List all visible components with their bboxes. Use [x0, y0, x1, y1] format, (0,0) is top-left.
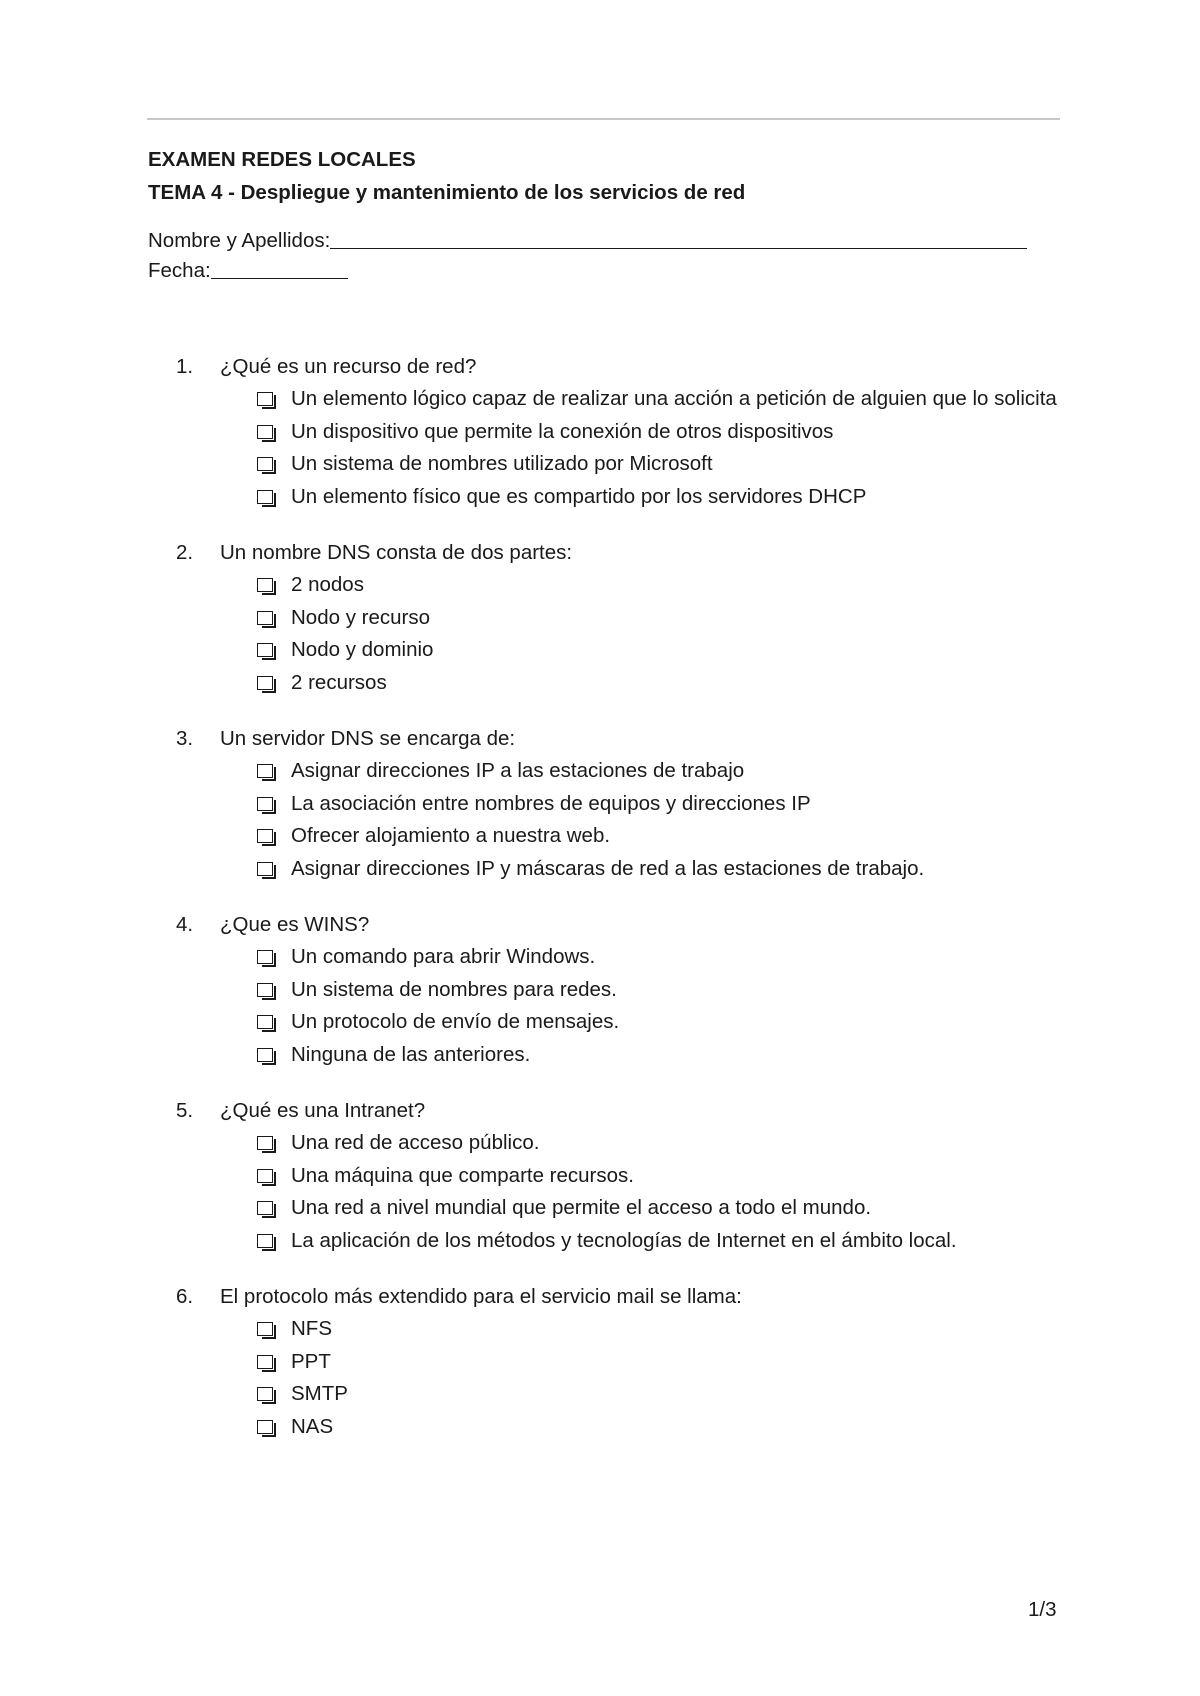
answer-option[interactable]	[257, 1346, 1076, 1379]
checkbox-icon[interactable]	[257, 797, 273, 811]
exam-title: EXAMEN REDES LOCALES	[148, 148, 416, 171]
name-label: Nombre y Apellidos:	[148, 229, 331, 252]
answer-option-label: Ofrecer alojamiento a nuestra web.	[291, 824, 611, 847]
date-field	[148, 256, 1068, 286]
checkbox-icon[interactable]	[257, 1169, 273, 1183]
checkbox-icon[interactable]	[257, 425, 273, 439]
checkbox-icon[interactable]	[257, 983, 273, 997]
question-6	[176, 1281, 1076, 1443]
answer-option[interactable]	[257, 1411, 1076, 1444]
checkbox-icon[interactable]	[257, 676, 273, 690]
checkbox-icon[interactable]	[257, 578, 273, 592]
question-number: 4.	[176, 913, 194, 936]
question-3	[176, 723, 1076, 885]
question-number: 3.	[176, 727, 194, 750]
question-prompt: Un servidor DNS se encarga de:	[220, 727, 516, 750]
checkbox-icon[interactable]	[257, 1234, 273, 1248]
answer-option[interactable]	[257, 1160, 1076, 1193]
checkbox-icon[interactable]	[257, 1355, 273, 1369]
answer-option[interactable]	[257, 1225, 1076, 1258]
question-prompt: ¿Que es WINS?	[220, 913, 370, 936]
answer-option[interactable]	[257, 941, 1076, 974]
option-list	[176, 941, 1076, 1071]
answer-option[interactable]	[257, 569, 1076, 602]
question-text	[176, 723, 1076, 755]
question-text	[176, 909, 1076, 941]
checkbox-icon[interactable]	[257, 764, 273, 778]
option-list	[176, 569, 1076, 699]
answer-option[interactable]	[257, 1378, 1076, 1411]
answer-option-label: Un sistema de nombres utilizado por Microsoft	[291, 452, 713, 475]
answer-option-label: NFS	[291, 1317, 332, 1340]
answer-option[interactable]	[257, 481, 1076, 514]
answer-option-label: Un dispositivo que permite la conexión de otros dispositivos	[291, 419, 834, 443]
answer-option[interactable]	[257, 820, 1076, 853]
answer-option[interactable]	[257, 1039, 1076, 1072]
date-label: Fecha:	[148, 259, 211, 282]
checkbox-icon[interactable]	[257, 1201, 273, 1215]
answer-option-label: Un sistema de nombres para redes.	[291, 977, 617, 1001]
question-number: 2.	[176, 541, 194, 564]
answer-option[interactable]	[257, 974, 1076, 1007]
answer-option[interactable]	[257, 448, 1076, 481]
checkbox-icon[interactable]	[257, 829, 273, 843]
student-fields	[148, 226, 1068, 286]
date-blank-line[interactable]	[211, 258, 348, 279]
question-prompt: Un nombre DNS consta de dos partes:	[220, 541, 573, 564]
answer-option-label: Un elemento lógico capaz de realizar una acción a petición de alguien que lo solicita	[291, 387, 1057, 410]
name-blank-line[interactable]	[330, 228, 1027, 249]
checkbox-icon[interactable]	[257, 862, 273, 876]
checkbox-icon[interactable]	[257, 1387, 273, 1401]
option-list	[176, 1313, 1076, 1443]
question-list	[176, 351, 1076, 1467]
checkbox-icon[interactable]	[257, 1048, 273, 1062]
question-number: 5.	[176, 1099, 194, 1122]
question-prompt: El protocolo más extendido para el servicio mail se llama:	[220, 1285, 742, 1308]
answer-option-label: Un protocolo de envío de mensajes.	[291, 1010, 620, 1033]
answer-option-label: Una máquina que comparte recursos.	[291, 1163, 634, 1187]
answer-option[interactable]	[257, 1313, 1076, 1346]
question-4	[176, 909, 1076, 1071]
answer-option-label: Asignar direcciones IP y máscaras de red a las estaciones de trabajo.	[291, 856, 925, 880]
option-list	[176, 755, 1076, 885]
question-number: 6.	[176, 1285, 194, 1308]
checkbox-icon[interactable]	[257, 1322, 273, 1336]
question-text	[176, 1281, 1076, 1313]
answer-option[interactable]	[257, 853, 1076, 886]
name-field	[148, 226, 1068, 256]
question-1	[176, 351, 1076, 513]
answer-option-label: Asignar direcciones IP a las estaciones de trabajo	[291, 759, 745, 782]
question-5	[176, 1095, 1076, 1257]
exam-header	[148, 143, 1068, 286]
question-2	[176, 537, 1076, 699]
checkbox-icon[interactable]	[257, 392, 273, 406]
answer-option-label: 2 recursos	[291, 670, 387, 694]
answer-option-label: NAS	[291, 1414, 334, 1438]
checkbox-icon[interactable]	[257, 1420, 273, 1434]
answer-option[interactable]	[257, 667, 1076, 700]
checkbox-icon[interactable]	[257, 1136, 273, 1150]
answer-option-label: Una red de acceso público.	[291, 1131, 540, 1154]
question-number: 1.	[176, 355, 194, 378]
answer-option-label: 2 nodos	[291, 573, 364, 596]
option-list	[176, 383, 1076, 513]
answer-option[interactable]	[257, 1127, 1076, 1160]
answer-option-label: PPT	[291, 1349, 331, 1373]
answer-option-label: Ninguna de las anteriores.	[291, 1042, 531, 1066]
question-prompt: ¿Qué es una Intranet?	[220, 1099, 426, 1122]
answer-option-label: Un elemento físico que es compartido por los servidores DHCP	[291, 484, 867, 508]
checkbox-icon[interactable]	[257, 490, 273, 504]
answer-option[interactable]	[257, 602, 1076, 635]
answer-option[interactable]	[257, 416, 1076, 449]
checkbox-icon[interactable]	[257, 1015, 273, 1029]
answer-option[interactable]	[257, 383, 1076, 416]
question-text	[176, 351, 1076, 383]
option-list	[176, 1127, 1076, 1257]
answer-option-label: Una red a nivel mundial que permite el acceso a todo el mundo.	[291, 1196, 872, 1219]
answer-option[interactable]	[257, 755, 1076, 788]
answer-option[interactable]	[257, 634, 1076, 667]
answer-option-label: La aplicación de los métodos y tecnologías de Internet en el ámbito local.	[291, 1228, 957, 1252]
question-prompt: ¿Qué es un recurso de red?	[220, 355, 477, 378]
exam-subtitle: TEMA 4 - Despliegue y mantenimiento de los servicios de red	[148, 181, 746, 204]
checkbox-icon[interactable]	[257, 457, 273, 471]
answer-option-label: Nodo y dominio	[291, 638, 434, 661]
answer-option-label: Nodo y recurso	[291, 605, 431, 629]
checkbox-icon[interactable]	[257, 611, 273, 625]
answer-option[interactable]	[257, 788, 1076, 821]
header-divider	[147, 118, 1060, 120]
answer-option-label: SMTP	[291, 1382, 348, 1405]
answer-option[interactable]	[257, 1006, 1076, 1039]
page-number: 1/3	[1028, 1598, 1057, 1621]
answer-option-label: La asociación entre nombres de equipos y direcciones IP	[291, 791, 811, 815]
checkbox-icon[interactable]	[257, 643, 273, 657]
checkbox-icon[interactable]	[257, 950, 273, 964]
answer-option-label: Un comando para abrir Windows.	[291, 945, 596, 968]
answer-option[interactable]	[257, 1192, 1076, 1225]
question-text	[176, 537, 1076, 569]
question-text	[176, 1095, 1076, 1127]
